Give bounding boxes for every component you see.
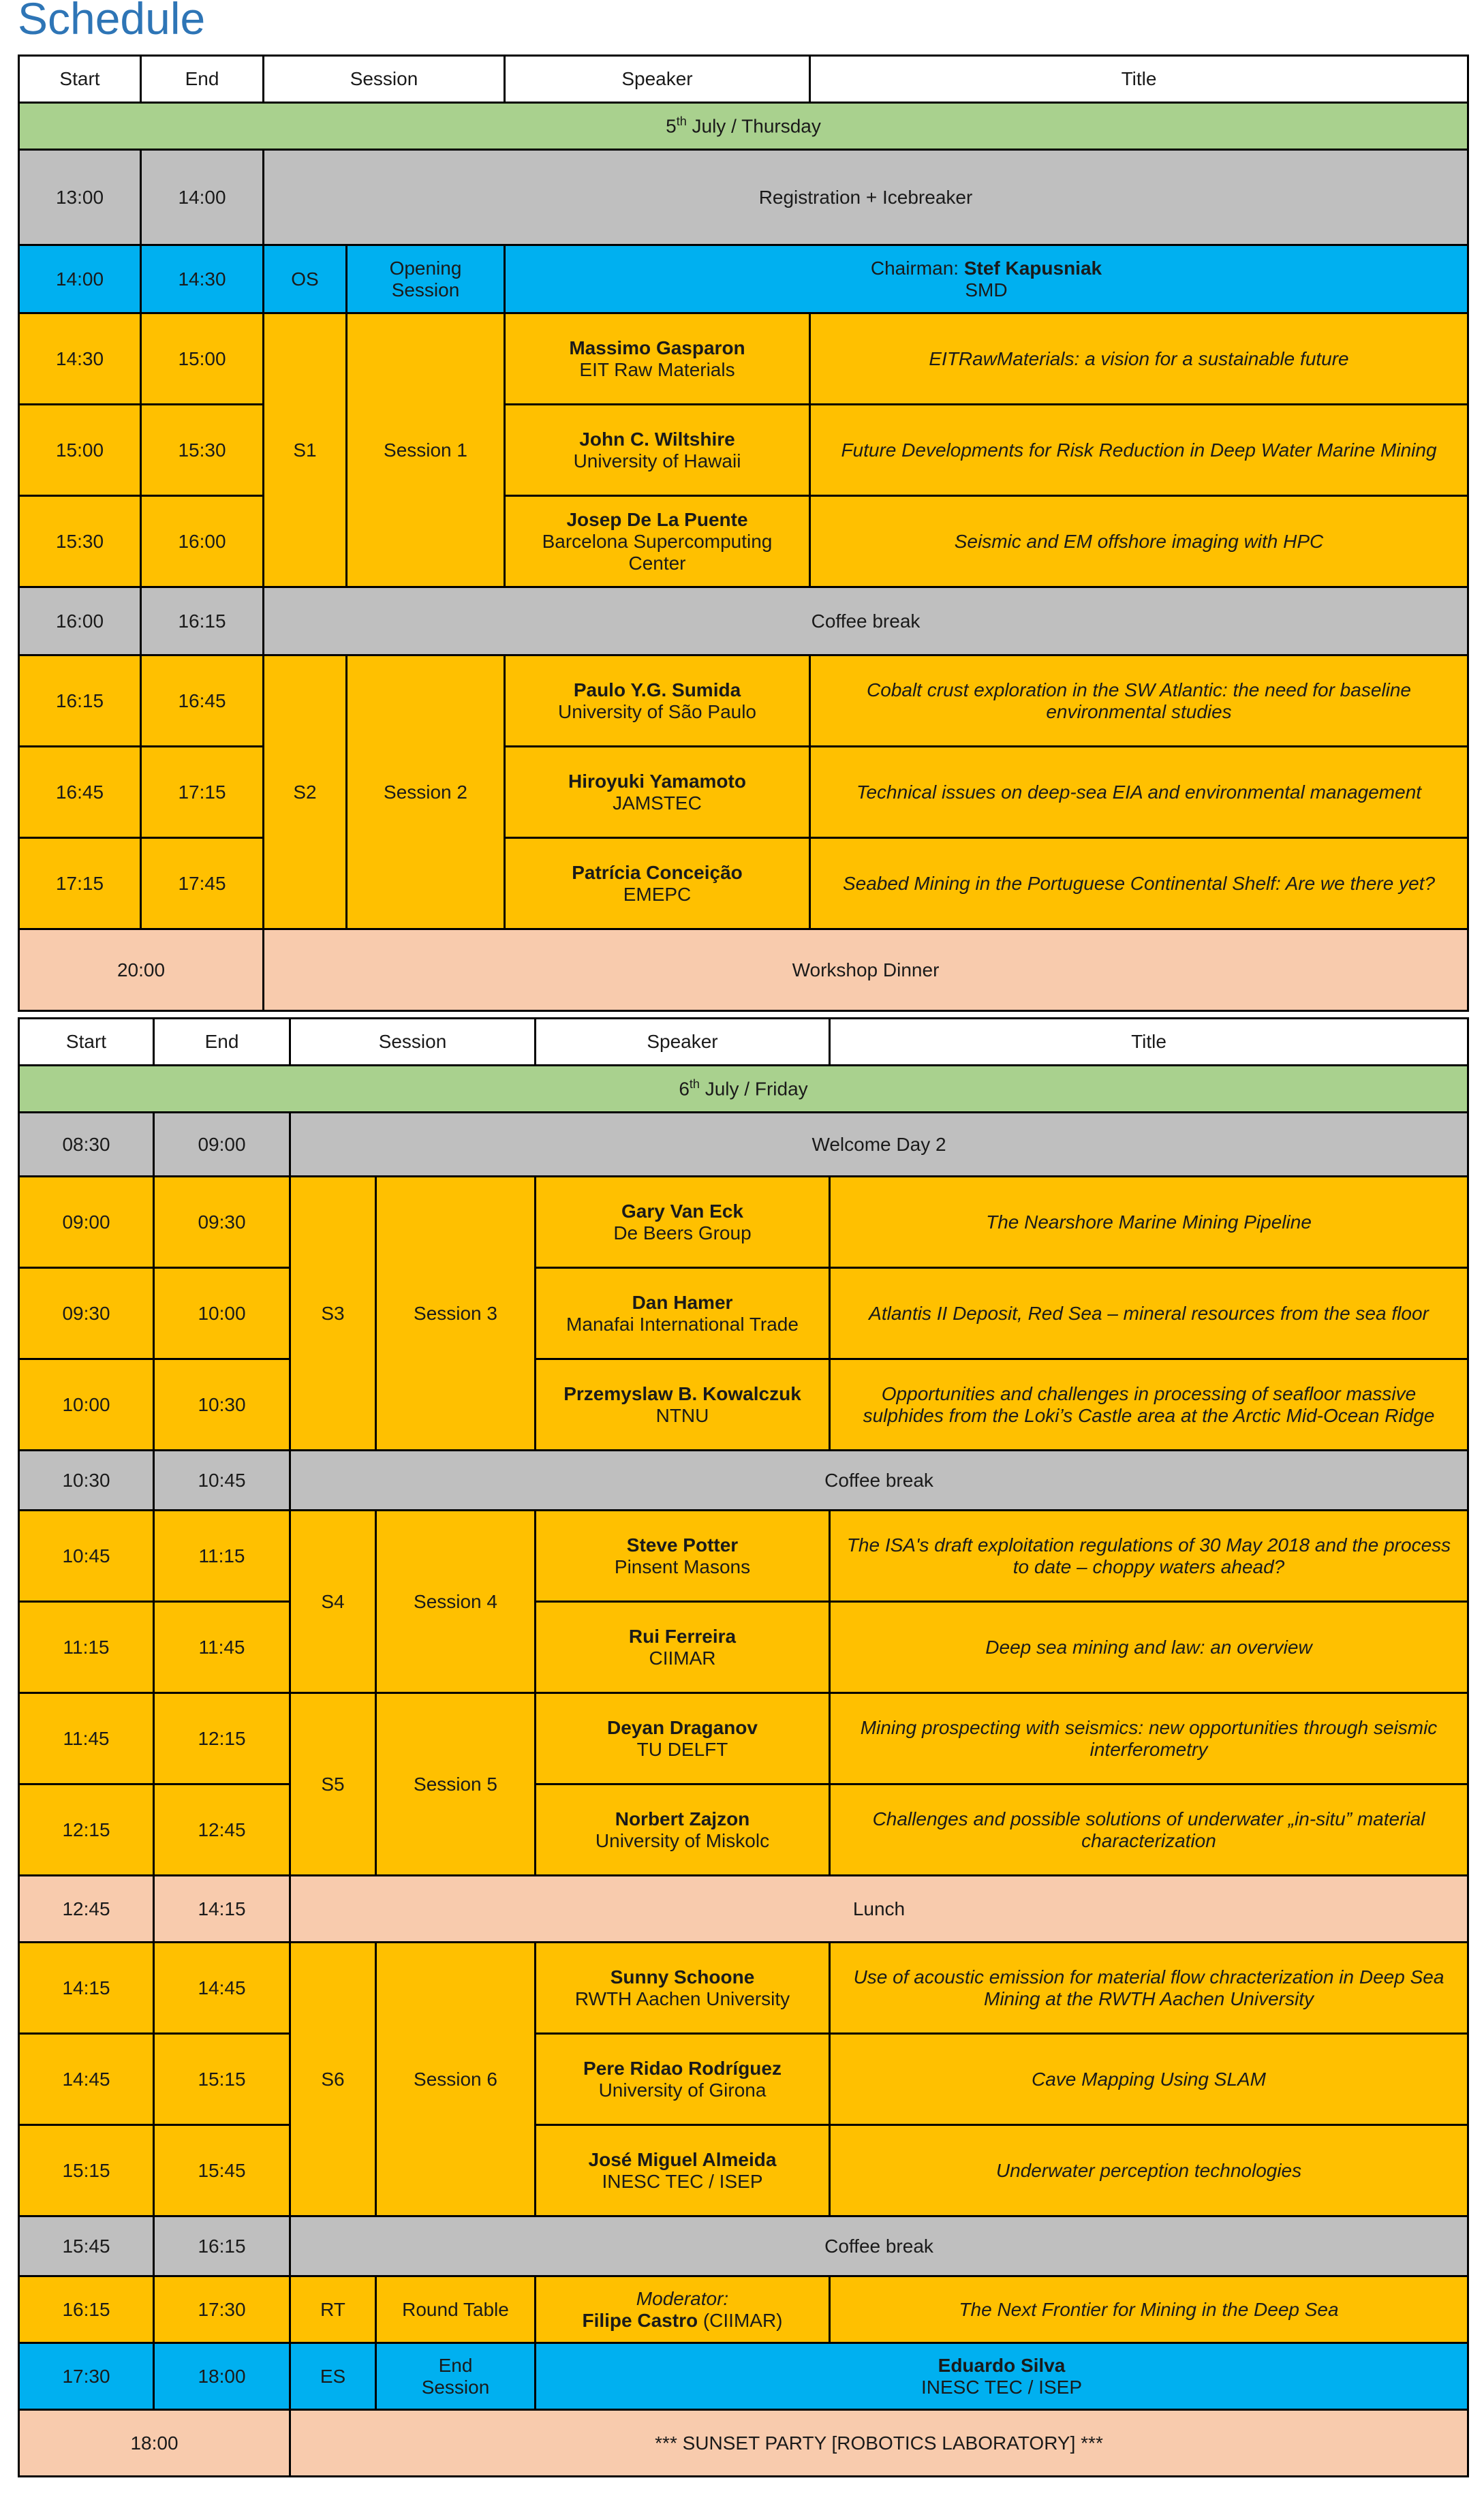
start-time: 12:15 [19, 1784, 154, 1876]
session-code: S6 [290, 1943, 376, 2216]
event-time: 18:00 [19, 2410, 290, 2477]
end-time: 15:45 [154, 2125, 290, 2216]
session-name: Session 6 [376, 1943, 536, 2216]
talk-row [19, 2034, 1468, 2125]
session-name: Round Table [376, 2276, 536, 2343]
talk-title: EITRawMaterials: a vision for a sustainable future [810, 313, 1468, 405]
talk-row [19, 2125, 1468, 2216]
start-time: 09:00 [19, 1177, 154, 1268]
speaker-cell: Sunny Schoone RWTH Aachen University [536, 1943, 830, 2034]
round-table-row [19, 2276, 1468, 2343]
session-name: Session 1 [347, 313, 505, 587]
start-time: 16:15 [19, 2276, 154, 2343]
talk-title: Technical issues on deep-sea EIA and environmental management [810, 747, 1468, 838]
speaker-cell: Deyan Draganov TU DELFT [536, 1693, 830, 1784]
speaker-cell: Steve Potter Pinsent Masons [536, 1511, 830, 1602]
event-text: Coffee break [290, 1451, 1468, 1511]
session-name: Opening Session [347, 245, 505, 313]
speaker-cell: Rui Ferreira CIIMAR [536, 1602, 830, 1693]
coffee-row [19, 2216, 1468, 2276]
end-time: 17:45 [141, 838, 264, 929]
speaker-cell: José Miguel Almeida INESC TEC / ISEP [536, 2125, 830, 2216]
registration-row [19, 150, 1468, 245]
talk-title: The Next Frontier for Mining in the Deep Sea [830, 2276, 1468, 2343]
start-time: 16:15 [19, 655, 141, 747]
session-name: Session 2 [347, 655, 505, 929]
start-time: 15:00 [19, 405, 141, 496]
talk-title: Mining prospecting with seismics: new opportunities through seismic interferometry [830, 1693, 1468, 1784]
session-code: S2 [264, 655, 347, 929]
talk-row [19, 1359, 1468, 1451]
speaker-cell: Gary Van Eck De Beers Group [536, 1177, 830, 1268]
event-text: Coffee break [264, 587, 1468, 655]
session-code: RT [290, 2276, 376, 2343]
talk-title: Opportunities and challenges in processing of seafloor massive sulphides from the Loki’s Castle area at the Arctic Mid-Ocean Ridge [830, 1359, 1468, 1451]
end-time: 09:30 [154, 1177, 290, 1268]
start-time: 14:45 [19, 2034, 154, 2125]
talk-title: The ISA's draft exploitation regulations of 30 May 2018 and the process to date – choppy waters ahead? [830, 1511, 1468, 1602]
start-time: 11:45 [19, 1693, 154, 1784]
session-code: S4 [290, 1511, 376, 1693]
header-row [19, 56, 1468, 103]
start-time: 12:45 [19, 1876, 154, 1943]
speaker-cell: Przemyslaw B. Kowalczuk NTNU [536, 1359, 830, 1451]
start-time: 13:00 [19, 150, 141, 245]
end-time: 18:00 [154, 2343, 290, 2410]
end-time: 10:30 [154, 1359, 290, 1451]
talk-title: Atlantis II Deposit, Red Sea – mineral resources from the sea floor [830, 1268, 1468, 1359]
chairman: Chairman: Stef Kapusniak SMD [505, 245, 1468, 313]
speaker-cell: Dan Hamer Manafai International Trade [536, 1268, 830, 1359]
start-time: 15:45 [19, 2216, 154, 2276]
end-time: 17:15 [141, 747, 264, 838]
speaker-cell: Massimo Gasparon EIT Raw Materials [505, 313, 810, 405]
start-time: 17:15 [19, 838, 141, 929]
talk-row [19, 1511, 1468, 1602]
start-time: 08:30 [19, 1113, 154, 1177]
header-end: End [141, 56, 264, 103]
start-time: 09:30 [19, 1268, 154, 1359]
speaker-cell: John C. Wiltshire University of Hawaii [505, 405, 810, 496]
end-time: 09:00 [154, 1113, 290, 1177]
session-code: OS [264, 245, 347, 313]
dinner-row [19, 929, 1468, 1011]
talk-title: Cave Mapping Using SLAM [830, 2034, 1468, 2125]
end-time: 14:15 [154, 1876, 290, 1943]
start-time: 10:30 [19, 1451, 154, 1511]
speaker-cell: Pere Ridao Rodríguez University of Girona [536, 2034, 830, 2125]
start-time: 15:30 [19, 496, 141, 587]
start-time: 11:15 [19, 1602, 154, 1693]
end-time: 17:30 [154, 2276, 290, 2343]
schedule-table-day2 [18, 1017, 1469, 2477]
session-name: End Session [376, 2343, 536, 2410]
end-time: 14:30 [141, 245, 264, 313]
lunch-row [19, 1876, 1468, 1943]
session-code: ES [290, 2343, 376, 2410]
session-code: S5 [290, 1693, 376, 1876]
opening-row [19, 245, 1468, 313]
welcome-row [19, 1113, 1468, 1177]
talk-title: Seabed Mining in the Portuguese Continental Shelf: Are we there yet? [810, 838, 1468, 929]
end-time: 15:15 [154, 2034, 290, 2125]
header-start: Start [19, 1019, 154, 1066]
talk-row [19, 655, 1468, 747]
start-time: 14:30 [19, 313, 141, 405]
session-code: S1 [264, 313, 347, 587]
end-time: 16:00 [141, 496, 264, 587]
session-code: S3 [290, 1177, 376, 1451]
talk-row [19, 747, 1468, 838]
start-time: 16:45 [19, 747, 141, 838]
talk-row [19, 1693, 1468, 1784]
talk-title: Seismic and EM offshore imaging with HPC [810, 496, 1468, 587]
event-text: Welcome Day 2 [290, 1113, 1468, 1177]
talk-row [19, 838, 1468, 929]
day-label: 5th July / Thursday [19, 103, 1468, 150]
coffee-row [19, 587, 1468, 655]
talk-row [19, 1784, 1468, 1876]
session-name: Session 4 [376, 1511, 536, 1693]
party-row [19, 2410, 1468, 2477]
talk-title: Future Developments for Risk Reduction in Deep Water Marine Mining [810, 405, 1468, 496]
header-title: Title [810, 56, 1468, 103]
speaker-cell: Norbert Zajzon University of Miskolc [536, 1784, 830, 1876]
schedule-table-day1 [18, 55, 1469, 1012]
end-time: 11:15 [154, 1511, 290, 1602]
talk-row [19, 496, 1468, 587]
end-time: 14:45 [154, 1943, 290, 2034]
event-text: Lunch [290, 1876, 1468, 1943]
session-name: Session 3 [376, 1177, 536, 1451]
end-session-row [19, 2343, 1468, 2410]
start-time: 10:00 [19, 1359, 154, 1451]
end-time: 11:45 [154, 1602, 290, 1693]
start-time: 17:30 [19, 2343, 154, 2410]
event-text: Registration + Icebreaker [264, 150, 1468, 245]
start-time: 14:00 [19, 245, 141, 313]
end-time: 10:45 [154, 1451, 290, 1511]
header-session: Session [290, 1019, 536, 1066]
start-time: 16:00 [19, 587, 141, 655]
end-time: 10:00 [154, 1268, 290, 1359]
end-time: 16:45 [141, 655, 264, 747]
event-text: Workshop Dinner [264, 929, 1468, 1011]
day-label: 6th July / Friday [19, 1066, 1468, 1113]
talk-row [19, 405, 1468, 496]
speaker-cell: Patrícia Conceição EMEPC [505, 838, 810, 929]
day-row [19, 1066, 1468, 1113]
session-name: Session 5 [376, 1693, 536, 1876]
header-start: Start [19, 56, 141, 103]
talk-title: Challenges and possible solutions of underwater „in-situ” material characterization [830, 1784, 1468, 1876]
end-time: 16:15 [141, 587, 264, 655]
page-title: Schedule [18, 0, 206, 44]
start-time: 15:15 [19, 2125, 154, 2216]
header-title: Title [830, 1019, 1468, 1066]
header-session: Session [264, 56, 505, 103]
coffee-row [19, 1451, 1468, 1511]
event-text: Coffee break [290, 2216, 1468, 2276]
talk-title: The Nearshore Marine Mining Pipeline [830, 1177, 1468, 1268]
talk-row [19, 1177, 1468, 1268]
event-text: *** SUNSET PARTY [ROBOTICS LABORATORY] *** [290, 2410, 1468, 2477]
header-speaker: Speaker [536, 1019, 830, 1066]
moderator-cell: Moderator: Filipe Castro (CIIMAR) [536, 2276, 830, 2343]
speaker-cell: Paulo Y.G. Sumida University of São Paulo [505, 655, 810, 747]
start-time: 14:15 [19, 1943, 154, 2034]
talk-row [19, 313, 1468, 405]
talk-title: Use of acoustic emission for material flow chracterization in Deep Sea Mining at the RWTH Aachen University [830, 1943, 1468, 2034]
end-time: 15:30 [141, 405, 264, 496]
talk-title: Deep sea mining and law: an overview [830, 1602, 1468, 1693]
end-time: 15:00 [141, 313, 264, 405]
speaker-cell: Josep De La Puente Barcelona Supercomputing Center [505, 496, 810, 587]
talk-row [19, 1943, 1468, 2034]
day-row [19, 103, 1468, 150]
talk-title: Underwater perception technologies [830, 2125, 1468, 2216]
end-time: 16:15 [154, 2216, 290, 2276]
talk-title: Cobalt crust exploration in the SW Atlantic: the need for baseline environmental studies [810, 655, 1468, 747]
closing-speaker: Eduardo Silva INESC TEC / ISEP [536, 2343, 1468, 2410]
header-row [19, 1019, 1468, 1066]
talk-row [19, 1268, 1468, 1359]
end-time: 12:45 [154, 1784, 290, 1876]
start-time: 10:45 [19, 1511, 154, 1602]
speaker-cell: Hiroyuki Yamamoto JAMSTEC [505, 747, 810, 838]
talk-row [19, 1602, 1468, 1693]
event-time: 20:00 [19, 929, 264, 1011]
end-time: 14:00 [141, 150, 264, 245]
header-end: End [154, 1019, 290, 1066]
end-time: 12:15 [154, 1693, 290, 1784]
header-speaker: Speaker [505, 56, 810, 103]
